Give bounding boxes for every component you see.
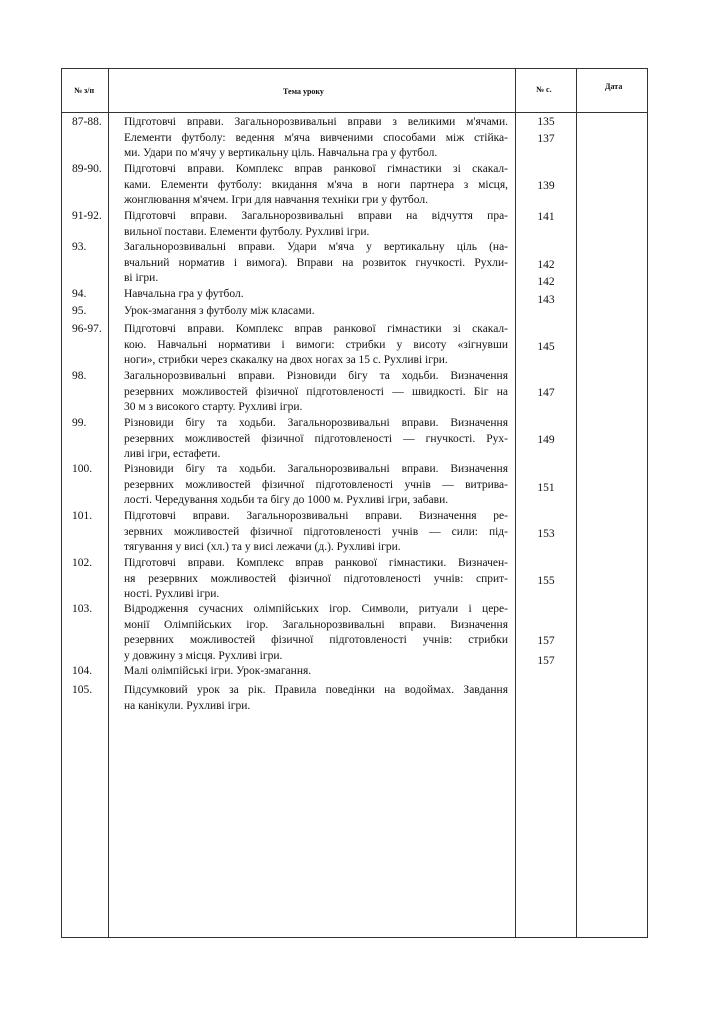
header-topic: Тема уроку bbox=[283, 87, 324, 96]
topic-line: кою. Навчальні нормативи і вимоги: стрибки у висоту «зігнувши bbox=[124, 338, 508, 351]
header-page: № с. bbox=[536, 85, 552, 94]
topic-line: Підготовчі вправи. Комплекс вправ ранкової гімнастики. Визначен- bbox=[124, 557, 508, 569]
lesson-topic bbox=[124, 369, 508, 416]
topic-line: Підготовчі вправи. Комплекс вправ ранкової гімнастики зі скакал- bbox=[124, 163, 508, 175]
page-number: 142 bbox=[537, 276, 555, 288]
lesson-number: 105. bbox=[72, 684, 93, 696]
page-number: 142 bbox=[537, 259, 555, 271]
lesson-topic bbox=[124, 304, 508, 320]
topic-line: на канікули. Рухливі ігри. bbox=[124, 699, 251, 712]
lesson-number: 99. bbox=[72, 417, 87, 429]
column-divider bbox=[576, 69, 577, 937]
lesson-topic bbox=[124, 602, 508, 664]
topic-line: ві ігри. bbox=[124, 272, 159, 284]
topic-line: Навчальна гра у футбол. bbox=[124, 288, 244, 300]
topic-line: Різновиди бігу та ходьби. Загальнорозвивальні вправи. Визначення bbox=[124, 417, 508, 429]
lesson-topic bbox=[124, 462, 508, 509]
page-number: 155 bbox=[537, 575, 555, 587]
lesson-number: 93. bbox=[72, 241, 87, 253]
column-divider bbox=[108, 69, 109, 937]
topic-line: Урок-змагання з футболу між класами. bbox=[124, 305, 315, 317]
lesson-topic bbox=[124, 162, 508, 209]
topic-line: Загальнорозвивальні вправи. Різновиди бігу та ходьби. Визначення bbox=[124, 370, 508, 382]
topic-line: тягування у висі (хл.) та у висі лежачи (д.). Рухливі ігри. bbox=[124, 541, 401, 553]
lesson-number: 94. bbox=[72, 288, 87, 300]
lesson-number: 104. bbox=[72, 665, 93, 677]
topic-line: зервних можливостей фізичної підготовленості учнів — сили: під- bbox=[124, 525, 508, 538]
topic-line: ності. Рухливі ігри. bbox=[124, 588, 220, 600]
lesson-number: 91-92. bbox=[72, 210, 102, 222]
header-number: № з/п bbox=[74, 86, 95, 95]
topic-line: резервних можливостей фізичної підготовленості учнів — витрива- bbox=[124, 478, 508, 491]
topic-line: Підготовчі вправи. Комплекс вправ ранкової гімнастики зі скакал- bbox=[124, 323, 508, 335]
page-number: 145 bbox=[537, 341, 555, 353]
lesson-topic bbox=[124, 416, 508, 463]
lesson-number: 101. bbox=[72, 510, 93, 522]
topic-line: ми. Удари по м'ячу у вертикальну ціль. Навчальна гра у футбол. bbox=[124, 147, 438, 159]
page-number: 141 bbox=[537, 211, 555, 223]
header-divider bbox=[62, 112, 647, 113]
topic-line: у довжину з місця. Рухливі ігри. bbox=[124, 649, 283, 662]
lesson-number: 95. bbox=[72, 305, 87, 317]
page-number: 153 bbox=[537, 528, 555, 540]
topic-line: Елементи футболу: ведення м'яча вивченими способами між стійка- bbox=[124, 131, 508, 144]
topic-line: резервних можливостей фізичної підготовленості — гнучкості. Рух- bbox=[124, 432, 508, 445]
lesson-topic bbox=[124, 115, 508, 162]
lesson-topic bbox=[124, 683, 508, 714]
lesson-number: 100. bbox=[72, 463, 93, 475]
topic-line: Підсумковий урок за рік. Правила поведінки на водоймах. Завдання bbox=[124, 684, 508, 696]
page-number: 135 bbox=[537, 116, 555, 128]
topic-line: Підготовчі вправи. Загальнорозвивальні вправи. Визначення ре- bbox=[124, 510, 508, 522]
topic-line: вчальний норматив і вимога). Вправи на розвиток гнучкості. Рухли- bbox=[124, 256, 508, 269]
page-number: 157 bbox=[537, 635, 555, 647]
page-number: 147 bbox=[537, 387, 555, 399]
topic-line: Загальнорозвивальні вправи. Удари м'яча у вертикальну ціль (на- bbox=[124, 241, 508, 253]
lesson-number: 102. bbox=[72, 557, 93, 569]
lesson-number: 89-90. bbox=[72, 163, 102, 175]
topic-line: Різновиди бігу та ходьби. Загальнорозвивальні вправи. Визначення bbox=[124, 463, 508, 475]
topic-line: Відродження сучасних олімпійських ігор. Символи, ритуали і цере- bbox=[124, 603, 508, 615]
page-number: 137 bbox=[537, 133, 555, 145]
topic-line: Підготовчі вправи. Загальнорозвивальні вправи з великими м'ячами. bbox=[124, 116, 508, 128]
lesson-number: 98. bbox=[72, 370, 87, 382]
topic-line: 30 м з високого старту. Рухливі ігри. bbox=[124, 401, 303, 413]
lesson-topic bbox=[124, 209, 508, 240]
lesson-topic bbox=[124, 664, 508, 680]
page-number: 143 bbox=[537, 294, 555, 306]
column-divider bbox=[515, 69, 516, 937]
lesson-number: 87-88. bbox=[72, 116, 102, 128]
page-number: 151 bbox=[537, 482, 555, 494]
topic-line: жонглювання м'ячем. Ігри для навчання техніки гри у футбол. bbox=[124, 194, 428, 206]
topic-line: Малі олімпійські ігри. Урок-змагання. bbox=[124, 665, 312, 677]
lesson-topic bbox=[124, 556, 508, 603]
header-date: Дата bbox=[605, 82, 623, 91]
topic-line: вильної постави. Елементи футболу. Рухливі ігри. bbox=[124, 225, 370, 238]
lesson-topic bbox=[124, 287, 508, 303]
topic-line: Підготовчі вправи. Загальнорозвивальні вправи на відчуття пра- bbox=[124, 210, 508, 222]
page-number: 139 bbox=[537, 180, 555, 192]
lesson-topic bbox=[124, 509, 508, 556]
topic-line: ня резервних можливостей фізичної підготовленості учнів: сприт- bbox=[124, 572, 508, 585]
topic-line: ноги», стрибки через скакалку на двох ногах за 15 с. Рухливі ігри. bbox=[124, 354, 448, 366]
topic-line: монії Олімпійських ігор. Загальнорозвивальні вправи. Визначення bbox=[124, 618, 508, 631]
lesson-plan-table bbox=[61, 68, 648, 938]
topic-line: ками. Елементи футболу: вкидання м'яча в ноги партнера з місця, bbox=[124, 178, 508, 191]
page-number: 149 bbox=[537, 434, 555, 446]
topic-line: резервних можливостей фізичної підготовленості учнів: стрибки bbox=[124, 634, 508, 646]
lesson-number: 96-97. bbox=[72, 323, 102, 335]
page-number: 157 bbox=[537, 655, 555, 667]
topic-line: ливі ігри, естафети. bbox=[124, 448, 221, 460]
lesson-topic bbox=[124, 240, 508, 287]
topic-line: лості. Чередування ходьби та бігу до 1000 м. Рухливі ігри, забави. bbox=[124, 494, 449, 506]
topic-line: резервних можливостей фізичної підготовленості — швидкості. Біг на bbox=[124, 385, 508, 398]
lesson-number: 103. bbox=[72, 603, 93, 615]
lesson-topic bbox=[124, 322, 508, 369]
